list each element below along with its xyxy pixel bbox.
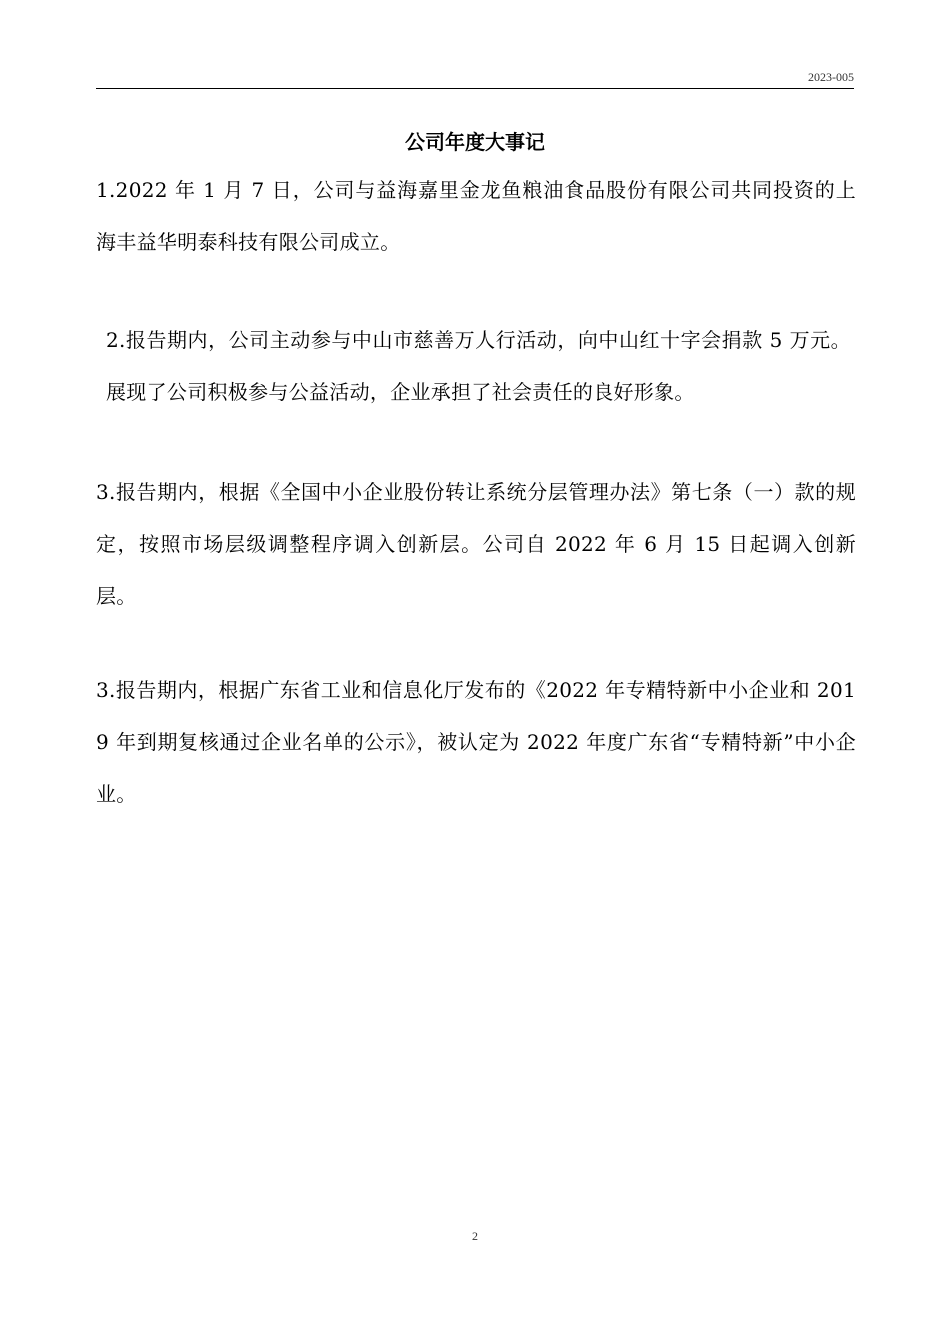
- event-paragraph-4: 3.报告期内，根据广东省工业和信息化厅发布的《2022 年专精特新中小企业和 2019 年到期复核通过企业名单的公示》，被认定为 2022 年度广东省“专精特新”中小企业。: [96, 678, 856, 806]
- event-paragraph-3: 3.报告期内，根据《全国中小企业股份转让系统分层管理办法》第七条（一）款的规定，按照市场层级调整程序调入创新层。公司自 2022 年 6 月 15 日起调入创新层。: [96, 480, 856, 608]
- page-title: 公司年度大事记: [405, 130, 545, 154]
- page-number: 2: [472, 1229, 478, 1243]
- event-paragraph-2: 2.报告期内，公司主动参与中山市慈善万人行活动，向中山红十字会捐款 5 万元。展现了公司积极参与公益活动，企业承担了社会责任的良好形象。: [106, 328, 851, 404]
- event-paragraph-1: 1.2022 年 1 月 7 日，公司与益海嘉里金龙鱼粮油食品股份有限公司共同投资的上海丰益华明泰科技有限公司成立。: [96, 178, 856, 254]
- document-code: 2023-005: [808, 70, 854, 84]
- header-rule: [96, 88, 854, 89]
